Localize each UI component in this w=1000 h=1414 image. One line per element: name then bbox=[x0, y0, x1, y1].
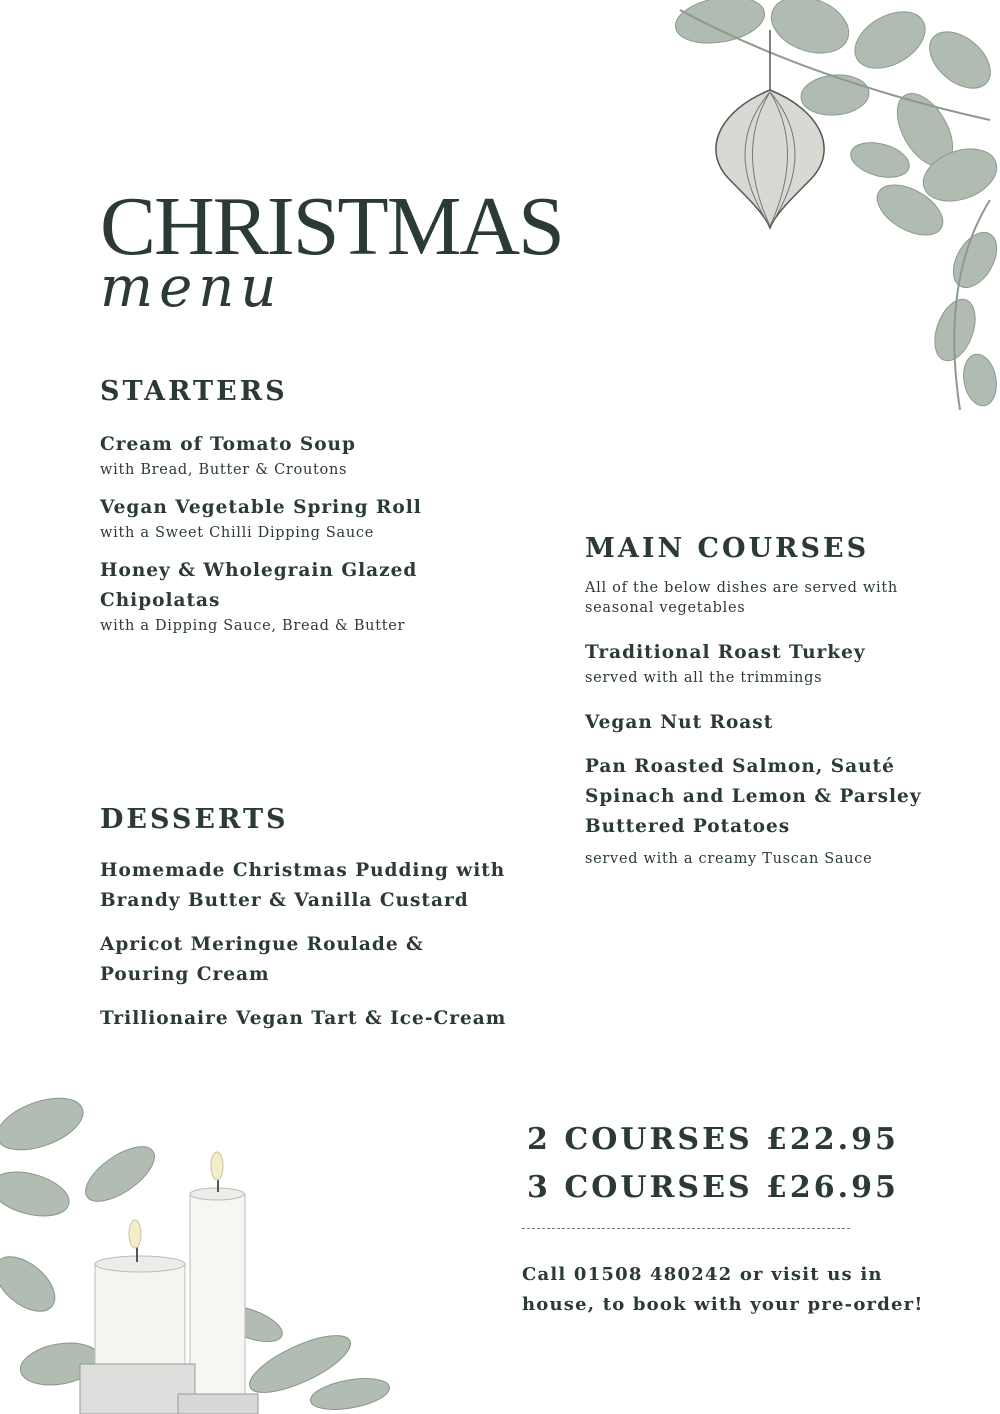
starter-name: Vegan Vegetable Spring Roll bbox=[100, 497, 422, 518]
candles-leaves-illustration bbox=[0, 1094, 400, 1414]
menu-title: CHRISTMAS bbox=[100, 180, 563, 273]
booking-line: Call 01508 480242 or visit us in bbox=[522, 1264, 883, 1285]
dessert-name: Brandy Butter & Vanilla Custard bbox=[100, 890, 469, 911]
mains-heading: MAIN COURSES bbox=[585, 533, 870, 564]
main-desc: served with all the trimmings bbox=[585, 670, 823, 686]
main-name: Vegan Nut Roast bbox=[585, 712, 774, 733]
dessert-name: Trillionaire Vegan Tart & Ice-Cream bbox=[100, 1008, 507, 1029]
main-name: Spinach and Lemon & Parsley bbox=[585, 786, 922, 807]
starters-heading: STARTERS bbox=[100, 376, 288, 407]
main-name: Buttered Potatoes bbox=[585, 816, 791, 837]
starter-desc: with a Dipping Sauce, Bread & Butter bbox=[100, 618, 406, 634]
menu-subtitle: menu bbox=[100, 255, 283, 320]
booking-info bbox=[522, 1260, 923, 1320]
eucalyptus-bauble-illustration bbox=[660, 0, 1000, 420]
pricing bbox=[527, 1116, 899, 1212]
dessert-name: Apricot Meringue Roulade & bbox=[100, 934, 424, 955]
starters-list bbox=[100, 430, 422, 636]
desserts-heading: DESSERTS bbox=[100, 804, 289, 835]
price-three-courses: 3 COURSES £26.95 bbox=[527, 1170, 899, 1205]
booking-line: house, to book with your pre-order! bbox=[522, 1294, 924, 1315]
desserts-list bbox=[100, 856, 506, 1034]
mains-list bbox=[585, 578, 922, 869]
starter-desc: with Bread, Butter & Croutons bbox=[100, 462, 348, 478]
mains-intro: seasonal vegetables bbox=[585, 600, 746, 616]
main-name: Pan Roasted Salmon, Sauté bbox=[585, 756, 895, 777]
dessert-name: Pouring Cream bbox=[100, 964, 270, 985]
starter-desc: with a Sweet Chilli Dipping Sauce bbox=[100, 525, 375, 541]
starter-name: Honey & Wholegrain Glazed bbox=[100, 560, 418, 581]
main-name: Traditional Roast Turkey bbox=[585, 642, 866, 663]
mains-intro: All of the below dishes are served with bbox=[585, 580, 898, 596]
dessert-name: Homemade Christmas Pudding with bbox=[100, 860, 506, 881]
starter-name: Chipolatas bbox=[100, 590, 221, 611]
starter-name: Cream of Tomato Soup bbox=[100, 434, 356, 455]
main-desc: served with a creamy Tuscan Sauce bbox=[585, 851, 873, 867]
divider bbox=[522, 1228, 850, 1229]
price-two-courses: 2 COURSES £22.95 bbox=[527, 1122, 899, 1157]
